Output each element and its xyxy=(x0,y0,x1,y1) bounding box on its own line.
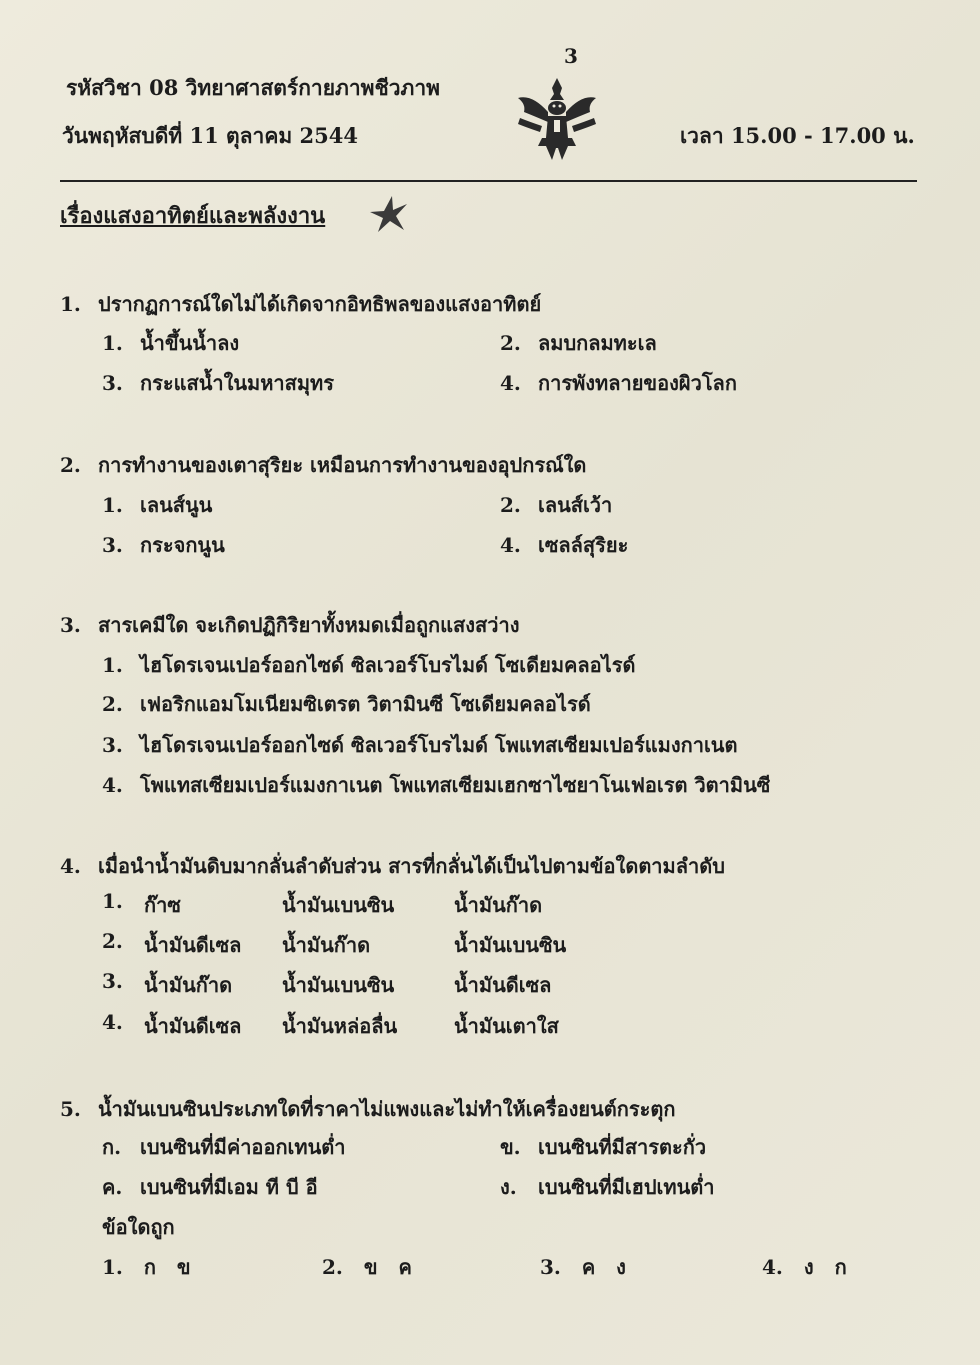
option-text: เบนซินที่มีสารตะกั่ว xyxy=(538,1135,707,1159)
question-number: 3. xyxy=(60,613,81,637)
answer-choice: 1. ก ข xyxy=(102,1255,191,1279)
question-number: 1. xyxy=(60,292,81,316)
option-number: 1. xyxy=(102,331,123,355)
option-text: เลนส์นูน xyxy=(140,493,213,517)
question-1 xyxy=(60,288,541,320)
option xyxy=(102,769,770,801)
option-text: ลมบกลมทะเล xyxy=(538,331,657,355)
option xyxy=(102,489,212,521)
option-number: 3. xyxy=(102,533,123,557)
option-text: น้ำขึ้นน้ำลง xyxy=(140,331,240,355)
option-item: น้ำมันดีเซล xyxy=(144,1014,242,1038)
option-text: เฟอริกแอมโมเนียมซิเตรต วิตามินซี โซเดียมคลอไรด์ xyxy=(140,692,591,716)
question-text: น้ำมันเบนซินประเภทใดที่ราคาไม่แพงและไม่ทำให้เครื่องยนต์กระตุก xyxy=(98,1097,676,1121)
option-item: น้ำมันก๊าด xyxy=(144,973,233,997)
option-number: 4. xyxy=(102,773,123,797)
option xyxy=(500,489,612,521)
answer-prompt: ข้อใดถูก xyxy=(102,1215,175,1239)
option-number: 4. xyxy=(500,371,521,395)
option xyxy=(500,327,657,359)
answer-choice: 3. ค ง xyxy=(540,1255,626,1279)
page-number: 3 xyxy=(564,44,578,68)
option-text: การพังทลายของผิวโลก xyxy=(538,371,737,395)
option-number: 1. xyxy=(102,493,123,517)
option-number: 2. xyxy=(500,331,521,355)
question-text: ปรากฏการณ์ใดไม่ได้เกิดจากอิทธิพลของแสงอาทิตย์ xyxy=(98,292,542,316)
option-item: น้ำมันดีเซล xyxy=(454,973,552,997)
option xyxy=(102,529,225,561)
answer-choice: 4. ง ก xyxy=(762,1255,847,1279)
option-number: 2. xyxy=(102,929,123,953)
option-number: 1. xyxy=(102,889,123,913)
option-letter: ค. xyxy=(102,1175,123,1199)
option-item: น้ำมันเบนซิน xyxy=(282,893,395,917)
option-letter: ก. xyxy=(102,1135,122,1159)
option-number: 2. xyxy=(500,493,521,517)
option xyxy=(102,327,239,359)
option xyxy=(102,729,737,761)
option-text: เบนซินที่มีค่าออกเทนต่ำ xyxy=(140,1135,346,1159)
question-number: 5. xyxy=(60,1097,81,1121)
option-text: ไฮโดรเจนเปอร์ออกไซด์ ซิลเวอร์โบรไมด์ โซเดียมคลอไรด์ xyxy=(140,653,636,677)
header-divider xyxy=(60,180,917,182)
section-title: เรื่องแสงอาทิตย์และพลังงาน xyxy=(60,203,326,229)
option-text: เลนส์เว้า xyxy=(538,493,613,517)
option-letter: ง. xyxy=(500,1175,517,1199)
option-item: น้ำมันดีเซล xyxy=(144,933,242,957)
option-number: 4. xyxy=(102,1010,123,1034)
question-text: เมื่อนำน้ำมันดิบมากลั่นลำดับส่วน สารที่กลั่นได้เป็นไปตามข้อใดตามลำดับ xyxy=(98,854,725,878)
option-item: น้ำมันหล่อลื่น xyxy=(282,1014,398,1038)
question-text: สารเคมีใด จะเกิดปฏิกิริยาทั้งหมดเมื่อถูกแสงสว่าง xyxy=(98,613,520,637)
option-letter: ข. xyxy=(500,1135,521,1159)
option xyxy=(102,367,334,399)
answer-choice: 2. ข ค xyxy=(322,1255,412,1279)
option-text: โพแทสเซียมเปอร์แมงกาเนต โพแทสเซียมเฮกซาไซยาโนเฟอเรต วิตามินซี xyxy=(140,773,771,797)
option xyxy=(102,688,591,720)
option-text: กระแสน้ำในมหาสมุทร xyxy=(140,371,334,395)
option-text: เซลล์สุริยะ xyxy=(538,533,629,557)
option-item: น้ำมันเบนซิน xyxy=(282,973,395,997)
star-icon xyxy=(366,194,410,234)
option-item: น้ำมันก๊าด xyxy=(454,893,543,917)
question-number: 4. xyxy=(60,854,81,878)
option-text: กระจกนูน xyxy=(140,533,225,557)
option xyxy=(102,1131,345,1163)
option-item: ก๊าซ xyxy=(144,893,181,917)
option xyxy=(500,1171,714,1203)
question-3 xyxy=(60,609,519,641)
option-number: 1. xyxy=(102,653,123,677)
option-number: 4. xyxy=(500,533,521,557)
exam-date: วันพฤหัสบดีที่ 11 ตุลาคม 2544 xyxy=(62,123,358,148)
option xyxy=(500,1131,706,1163)
question-5 xyxy=(60,1093,676,1125)
option-number: 3. xyxy=(102,371,123,395)
option xyxy=(102,649,635,681)
option xyxy=(102,1171,318,1203)
option-item: น้ำมันเตาใส xyxy=(454,1014,559,1038)
question-2 xyxy=(60,449,586,481)
option xyxy=(500,529,628,561)
option-number: 3. xyxy=(102,733,123,757)
option-number: 2. xyxy=(102,692,123,716)
garuda-emblem-icon xyxy=(512,64,602,164)
option xyxy=(500,367,737,399)
option-text: ไฮโดรเจนเปอร์ออกไซด์ ซิลเวอร์โบรไมด์ โพแทสเซียมเปอร์แมงกาเนต xyxy=(140,733,738,757)
question-text: การทำงานของเตาสุริยะ เหมือนการทำงานของอุปกรณ์ใด xyxy=(98,453,587,477)
exam-time: เวลา 15.00 - 17.00 น. xyxy=(680,123,915,148)
option-item: น้ำมันก๊าด xyxy=(282,933,371,957)
option-text: เบนซินที่มีเฮปเทนต่ำ xyxy=(538,1175,715,1199)
question-number: 2. xyxy=(60,453,81,477)
option-text: เบนซินที่มีเอม ที บี อี xyxy=(140,1175,318,1199)
question-4 xyxy=(60,850,725,882)
course-title: รหัสวิชา 08 วิทยาศาสตร์กายภาพชีวภาพ xyxy=(66,75,441,100)
option-number: 3. xyxy=(102,969,123,993)
option-item: น้ำมันเบนซิน xyxy=(454,933,567,957)
